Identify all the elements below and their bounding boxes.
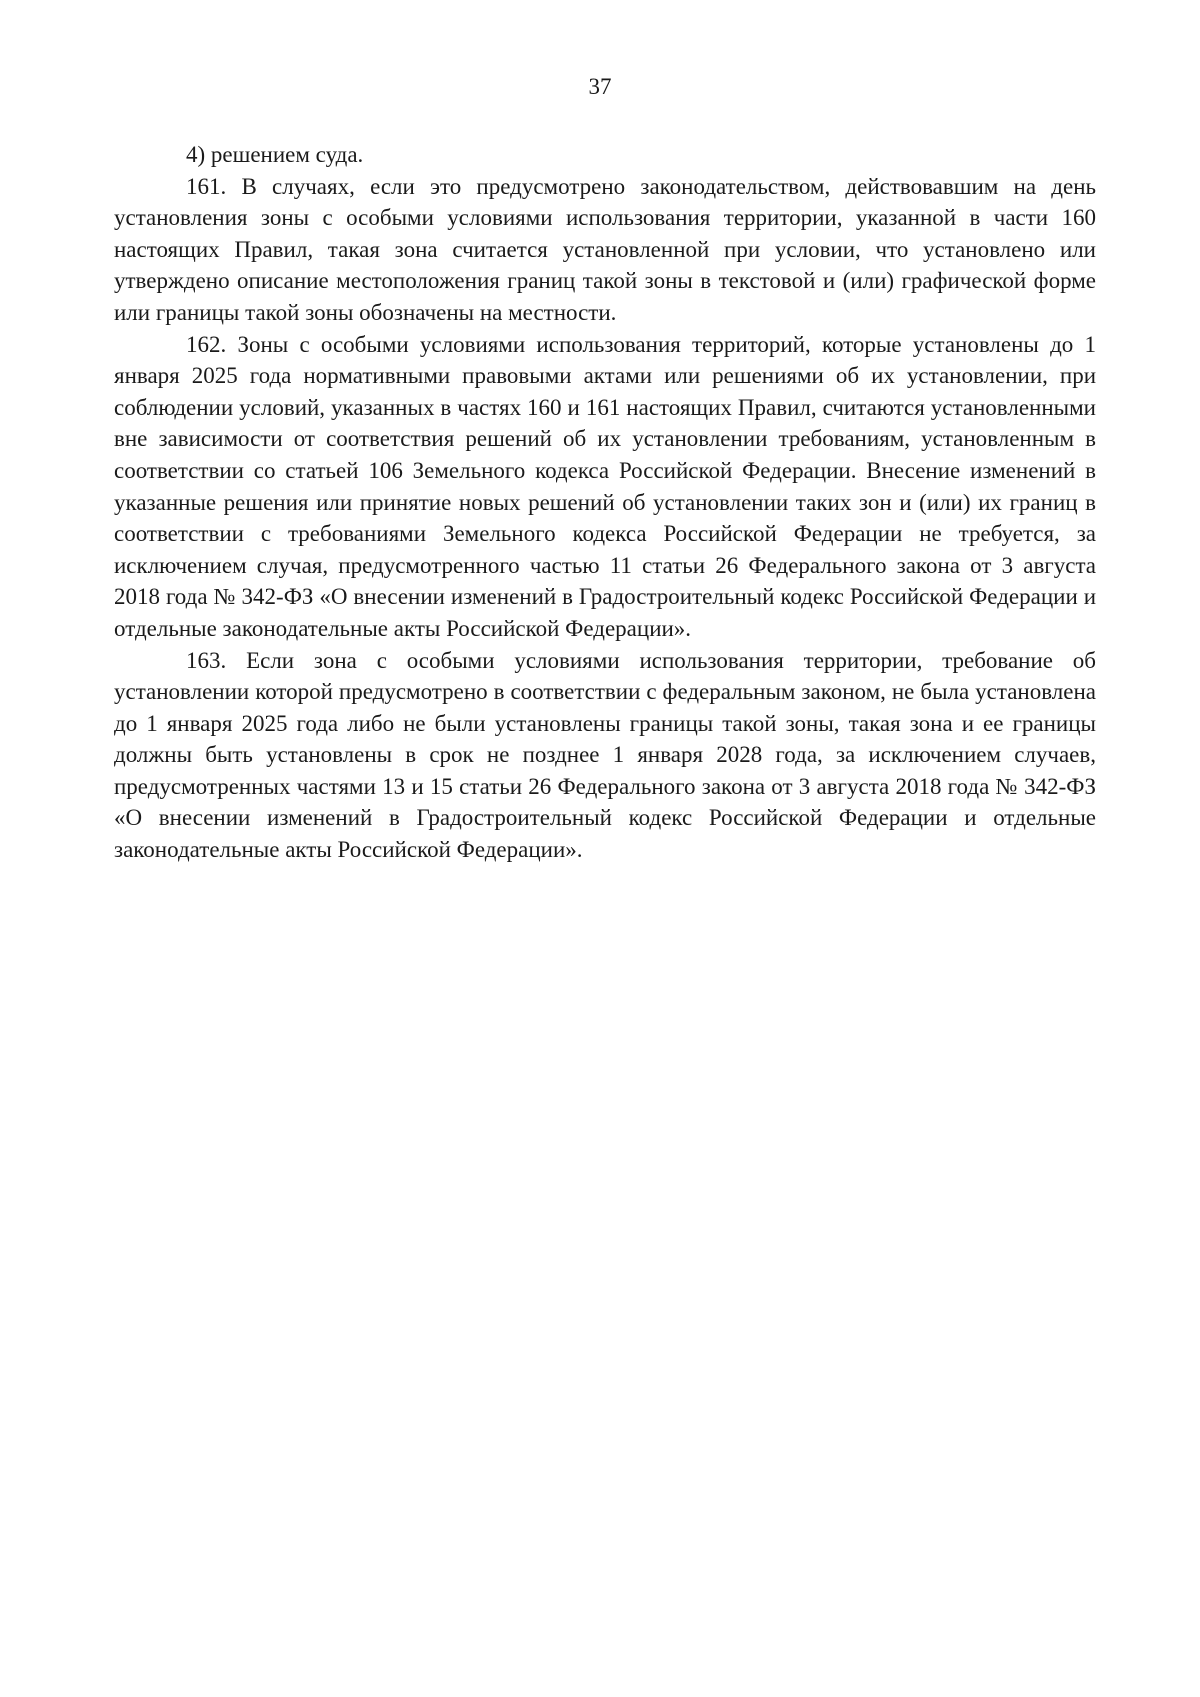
document-body [114,139,1096,866]
paragraph-163: 163. Если зона с особыми условиями использования территории, требование об установлении которой предусмотрено в соответствии с федеральным законом, не была установлена до 1 января 2025 года либо не были установлены границы такой зоны, такая зона и ее границы должны быть установлены в срок не позднее 1 января 2028 года, за исключением случаев, предусмотренных частями 13 и 15 статьи 26 Федерального закона от 3 августа 2018 года № 342-ФЗ «О внесении изменений в Градостроительный кодекс Российской Федерации и отдельные законодательные акты Российской Федерации». [114,647,1096,863]
paragraph-161: 161. В случаях, если это предусмотрено законодательством, действовавшим на день установления зоны с особыми условиями использования территории, указанной в части 160 настоящих Правил, такая зона считается установленной при условии, что установлено или утверждено описание местоположения границ такой зоны в текстовой и (или) графической форме или границы такой зоны обозначены на местности. [114,173,1096,325]
page-number: 37 [588,74,612,99]
paragraph-162: 162. Зоны с особыми условиями использования территорий, которые установлены до 1 января 2025 года нормативными правовыми актами или решениями об их установлении, при соблюдении условий, указанных в частях 160 и 161 настоящих Правил, считаются установленными вне зависимости от соответствия решений об их установлении требованиям, установленным в соответствии со статьей 106 Земельного кодекса Российской Федерации. Внесение изменений в указанные решения или принятие новых решений об установлении таких зон и (или) их границ в соответствии с требованиями Земельного кодекса Российской Федерации не требуется, за исключением случая, предусмотренного частью 11 статьи 26 Федерального закона от 3 августа 2018 года № 342-ФЗ «О внесении изменений в Градостроительный кодекс Российской Федерации и отдельные законодательные акты Российской Федерации». [114,331,1096,641]
paragraph-item-4: 4) решением суда. [186,142,364,167]
